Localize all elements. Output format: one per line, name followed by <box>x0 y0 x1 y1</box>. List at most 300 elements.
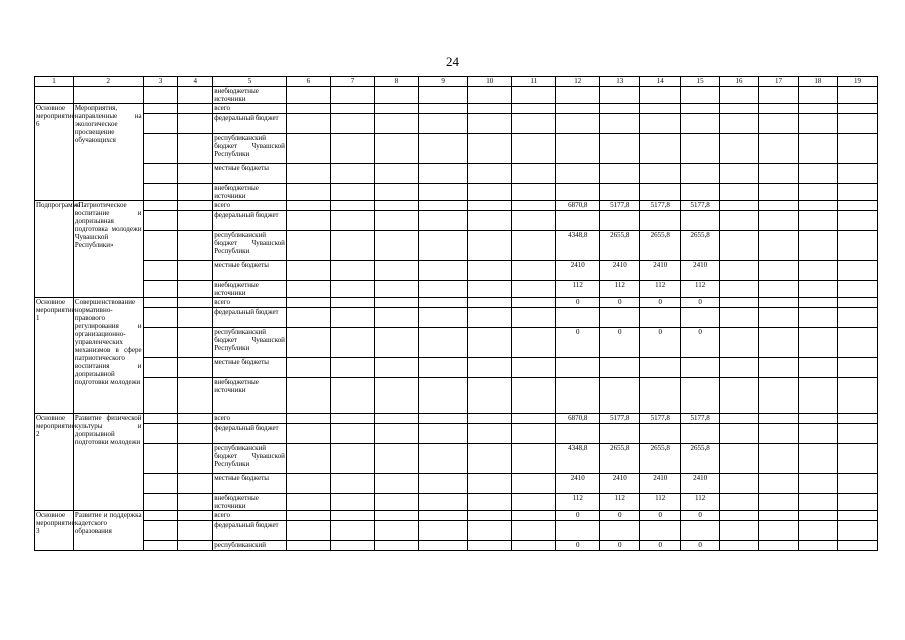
empty-cell <box>468 104 512 114</box>
empty-cell <box>837 114 877 134</box>
empty-cell <box>374 444 418 474</box>
empty-cell <box>837 444 877 474</box>
empty-cell <box>759 511 799 521</box>
empty-cell <box>798 328 837 358</box>
value-cell <box>556 184 600 201</box>
value-cell: 0 <box>681 328 720 358</box>
table-row <box>35 211 878 231</box>
group-name: Основное мероприятие 3 <box>35 511 74 551</box>
funding-source: всего <box>213 104 287 114</box>
value-cell <box>640 378 681 414</box>
empty-cell <box>330 308 374 328</box>
empty-cell <box>468 358 512 378</box>
empty-cell <box>837 231 877 261</box>
empty-cell <box>374 358 418 378</box>
empty-cell <box>419 378 468 414</box>
value-cell: 4348,8 <box>556 444 600 474</box>
empty-cell <box>468 541 512 551</box>
column-header: 8 <box>374 77 418 87</box>
funding-source: внебюджетные источники <box>213 184 287 201</box>
empty-cell <box>512 87 556 104</box>
empty-cell <box>178 134 213 164</box>
empty-cell <box>468 298 512 308</box>
empty-cell <box>798 104 837 114</box>
table-row <box>35 511 878 521</box>
empty-cell <box>512 474 556 494</box>
table-row <box>35 164 878 184</box>
empty-cell <box>286 541 330 551</box>
funding-source: местные бюджеты <box>213 474 287 494</box>
empty-cell <box>468 521 512 541</box>
table-row <box>35 541 878 551</box>
empty-cell <box>419 511 468 521</box>
empty-cell <box>512 281 556 298</box>
empty-cell <box>330 211 374 231</box>
value-cell <box>640 211 681 231</box>
value-cell: 2410 <box>681 261 720 281</box>
table-row <box>35 474 878 494</box>
table-row <box>35 328 878 358</box>
empty-cell <box>374 511 418 521</box>
empty-cell <box>720 104 759 114</box>
funding-source: республиканский бюджет Чувашской Республики <box>213 328 287 358</box>
empty-cell <box>798 164 837 184</box>
empty-cell <box>374 494 418 511</box>
value-cell: 6870,8 <box>556 201 600 211</box>
value-cell <box>640 87 681 104</box>
empty-cell <box>143 358 178 378</box>
value-cell <box>681 378 720 414</box>
empty-cell <box>286 281 330 298</box>
empty-cell <box>468 308 512 328</box>
value-cell <box>681 308 720 328</box>
value-cell: 5177,8 <box>681 414 720 424</box>
empty-cell <box>720 474 759 494</box>
column-header: 19 <box>837 77 877 87</box>
empty-cell <box>837 511 877 521</box>
value-cell <box>600 164 640 184</box>
empty-cell <box>759 134 799 164</box>
empty-cell <box>286 328 330 358</box>
empty-cell <box>798 444 837 474</box>
empty-cell <box>798 378 837 414</box>
empty-cell <box>178 298 213 308</box>
value-cell: 2410 <box>600 261 640 281</box>
empty-cell <box>759 211 799 231</box>
empty-cell <box>720 511 759 521</box>
empty-cell <box>512 494 556 511</box>
value-cell: 112 <box>681 494 720 511</box>
value-cell <box>681 134 720 164</box>
empty-cell <box>374 184 418 201</box>
empty-cell <box>798 281 837 298</box>
value-cell: 2410 <box>640 261 681 281</box>
empty-cell <box>419 184 468 201</box>
empty-cell <box>374 378 418 414</box>
empty-cell <box>330 494 374 511</box>
funding-source: местные бюджеты <box>213 164 287 184</box>
group-description: Мероприятия, направленные на экологическое просвещение обучающихся <box>73 104 143 201</box>
empty-cell <box>512 201 556 211</box>
value-cell: 5177,8 <box>640 414 681 424</box>
empty-cell <box>374 424 418 444</box>
empty-cell <box>419 444 468 474</box>
empty-cell <box>286 414 330 424</box>
empty-cell <box>143 281 178 298</box>
empty-cell <box>143 414 178 424</box>
empty-cell <box>759 298 799 308</box>
empty-cell <box>837 328 877 358</box>
empty-cell <box>419 494 468 511</box>
empty-cell <box>286 358 330 378</box>
empty-cell <box>798 231 837 261</box>
value-cell: 0 <box>556 298 600 308</box>
value-cell: 5177,8 <box>681 201 720 211</box>
empty-cell <box>143 87 178 104</box>
table-row <box>35 444 878 474</box>
empty-cell <box>837 424 877 444</box>
column-header: 11 <box>512 77 556 87</box>
empty-cell <box>178 541 213 551</box>
empty-cell <box>330 114 374 134</box>
empty-cell <box>512 114 556 134</box>
value-cell: 2655,8 <box>681 444 720 474</box>
empty-cell <box>798 308 837 328</box>
column-header: 6 <box>286 77 330 87</box>
empty-cell <box>330 184 374 201</box>
empty-cell <box>143 261 178 281</box>
table-row <box>35 134 878 164</box>
table-row <box>35 184 878 201</box>
empty-cell <box>512 378 556 414</box>
empty-cell <box>143 474 178 494</box>
value-cell: 0 <box>681 511 720 521</box>
empty-cell <box>143 134 178 164</box>
empty-cell <box>143 541 178 551</box>
empty-cell <box>468 114 512 134</box>
empty-cell <box>720 298 759 308</box>
empty-cell <box>720 414 759 424</box>
table-row <box>35 358 878 378</box>
column-header: 2 <box>73 77 143 87</box>
empty-cell <box>468 261 512 281</box>
empty-cell <box>720 134 759 164</box>
value-cell: 112 <box>556 281 600 298</box>
empty-cell <box>330 511 374 521</box>
empty-cell <box>759 378 799 414</box>
empty-cell <box>330 87 374 104</box>
empty-cell <box>419 104 468 114</box>
table-row <box>35 298 878 308</box>
value-cell: 0 <box>640 511 681 521</box>
empty-cell <box>178 414 213 424</box>
value-cell <box>556 164 600 184</box>
funding-source: всего <box>213 298 287 308</box>
value-cell <box>556 378 600 414</box>
column-header: 12 <box>556 77 600 87</box>
empty-cell <box>720 201 759 211</box>
column-header: 7 <box>330 77 374 87</box>
empty-cell <box>330 474 374 494</box>
value-cell: 2655,8 <box>600 231 640 261</box>
value-cell <box>640 104 681 114</box>
value-cell: 4348,8 <box>556 231 600 261</box>
empty-cell <box>419 521 468 541</box>
empty-cell <box>720 378 759 414</box>
value-cell: 5177,8 <box>600 201 640 211</box>
table-row <box>35 308 878 328</box>
empty-cell <box>512 414 556 424</box>
empty-cell <box>374 521 418 541</box>
empty-cell <box>286 378 330 414</box>
empty-cell <box>143 328 178 358</box>
budget-table <box>34 76 878 551</box>
funding-source: республиканский бюджет Чувашской Республики <box>213 231 287 261</box>
header-row <box>35 77 878 87</box>
empty-cell <box>419 541 468 551</box>
value-cell <box>600 184 640 201</box>
empty-cell <box>286 474 330 494</box>
funding-source: федеральный бюджет <box>213 114 287 134</box>
empty-cell <box>720 521 759 541</box>
empty-cell <box>286 424 330 444</box>
funding-source: всего <box>213 201 287 211</box>
empty-cell <box>759 494 799 511</box>
empty-cell <box>374 414 418 424</box>
empty-cell <box>798 541 837 551</box>
empty-cell <box>178 281 213 298</box>
value-cell <box>640 358 681 378</box>
value-cell <box>640 521 681 541</box>
value-cell: 2655,8 <box>640 231 681 261</box>
group-name <box>35 87 74 104</box>
empty-cell <box>286 444 330 474</box>
empty-cell <box>286 134 330 164</box>
empty-cell <box>374 261 418 281</box>
empty-cell <box>837 494 877 511</box>
value-cell <box>640 184 681 201</box>
empty-cell <box>720 164 759 184</box>
empty-cell <box>419 328 468 358</box>
value-cell: 2655,8 <box>681 231 720 261</box>
empty-cell <box>837 281 877 298</box>
empty-cell <box>720 184 759 201</box>
value-cell <box>681 521 720 541</box>
empty-cell <box>720 424 759 444</box>
empty-cell <box>720 328 759 358</box>
group-description: Развитие и поддержка кадетского образования <box>73 511 143 551</box>
value-cell <box>600 211 640 231</box>
empty-cell <box>143 211 178 231</box>
empty-cell <box>419 308 468 328</box>
empty-cell <box>759 184 799 201</box>
empty-cell <box>286 201 330 211</box>
empty-cell <box>178 494 213 511</box>
empty-cell <box>374 298 418 308</box>
empty-cell <box>720 494 759 511</box>
empty-cell <box>330 231 374 261</box>
group-name: Основное мероприятие 6 <box>35 104 74 201</box>
empty-cell <box>468 184 512 201</box>
empty-cell <box>837 474 877 494</box>
value-cell: 0 <box>600 298 640 308</box>
empty-cell <box>178 521 213 541</box>
empty-cell <box>837 541 877 551</box>
empty-cell <box>419 134 468 164</box>
empty-cell <box>759 414 799 424</box>
value-cell <box>600 114 640 134</box>
value-cell: 0 <box>640 328 681 358</box>
empty-cell <box>178 87 213 104</box>
empty-cell <box>798 201 837 211</box>
empty-cell <box>178 444 213 474</box>
page-number: 24 <box>446 54 459 69</box>
funding-source: федеральный бюджет <box>213 521 287 541</box>
empty-cell <box>720 358 759 378</box>
value-cell <box>681 211 720 231</box>
empty-cell <box>178 511 213 521</box>
table-row <box>35 104 878 114</box>
empty-cell <box>512 104 556 114</box>
column-header: 10 <box>468 77 512 87</box>
empty-cell <box>468 134 512 164</box>
empty-cell <box>419 201 468 211</box>
empty-cell <box>286 184 330 201</box>
value-cell: 0 <box>681 298 720 308</box>
empty-cell <box>178 184 213 201</box>
empty-cell <box>837 358 877 378</box>
empty-cell <box>759 541 799 551</box>
empty-cell <box>837 184 877 201</box>
column-header: 4 <box>178 77 213 87</box>
empty-cell <box>374 87 418 104</box>
value-cell: 2410 <box>556 474 600 494</box>
empty-cell <box>178 201 213 211</box>
value-cell <box>681 424 720 444</box>
empty-cell <box>512 184 556 201</box>
empty-cell <box>720 87 759 104</box>
value-cell <box>640 424 681 444</box>
value-cell <box>681 114 720 134</box>
empty-cell <box>798 474 837 494</box>
empty-cell <box>512 211 556 231</box>
empty-cell <box>759 521 799 541</box>
empty-cell <box>468 328 512 358</box>
empty-cell <box>759 328 799 358</box>
empty-cell <box>330 298 374 308</box>
empty-cell <box>286 308 330 328</box>
empty-cell <box>286 298 330 308</box>
empty-cell <box>178 328 213 358</box>
value-cell <box>600 308 640 328</box>
empty-cell <box>720 308 759 328</box>
empty-cell <box>759 281 799 298</box>
empty-cell <box>330 261 374 281</box>
empty-cell <box>468 164 512 184</box>
empty-cell <box>286 231 330 261</box>
empty-cell <box>720 114 759 134</box>
empty-cell <box>798 521 837 541</box>
empty-cell <box>720 231 759 261</box>
value-cell <box>556 211 600 231</box>
empty-cell <box>798 358 837 378</box>
empty-cell <box>178 164 213 184</box>
empty-cell <box>178 261 213 281</box>
empty-cell <box>419 414 468 424</box>
empty-cell <box>798 298 837 308</box>
value-cell <box>556 104 600 114</box>
value-cell <box>600 358 640 378</box>
empty-cell <box>759 87 799 104</box>
empty-cell <box>330 281 374 298</box>
value-cell: 2655,8 <box>600 444 640 474</box>
column-header: 9 <box>419 77 468 87</box>
value-cell <box>556 87 600 104</box>
empty-cell <box>512 424 556 444</box>
empty-cell <box>143 511 178 521</box>
empty-cell <box>759 261 799 281</box>
value-cell: 2410 <box>640 474 681 494</box>
empty-cell <box>759 424 799 444</box>
value-cell <box>681 184 720 201</box>
empty-cell <box>837 298 877 308</box>
group-description: «Патриотическое воспитание и допризывная подготовка молодежи Чувашской Республики» <box>73 201 143 298</box>
empty-cell <box>178 358 213 378</box>
value-cell: 2410 <box>600 474 640 494</box>
empty-cell <box>468 494 512 511</box>
empty-cell <box>798 87 837 104</box>
table-row <box>35 378 878 414</box>
table-body <box>35 77 878 551</box>
empty-cell <box>759 201 799 211</box>
empty-cell <box>468 474 512 494</box>
empty-cell <box>419 298 468 308</box>
empty-cell <box>512 521 556 541</box>
table-row <box>35 521 878 541</box>
empty-cell <box>178 211 213 231</box>
empty-cell <box>468 511 512 521</box>
empty-cell <box>419 211 468 231</box>
column-header: 5 <box>213 77 287 87</box>
empty-cell <box>330 541 374 551</box>
empty-cell <box>419 281 468 298</box>
table-row <box>35 424 878 444</box>
empty-cell <box>143 298 178 308</box>
empty-cell <box>419 164 468 184</box>
empty-cell <box>143 164 178 184</box>
funding-source: федеральный бюджет <box>213 308 287 328</box>
empty-cell <box>286 87 330 104</box>
empty-cell <box>374 114 418 134</box>
empty-cell <box>286 211 330 231</box>
empty-cell <box>374 134 418 164</box>
empty-cell <box>798 211 837 231</box>
empty-cell <box>798 134 837 164</box>
value-cell: 5177,8 <box>600 414 640 424</box>
empty-cell <box>286 104 330 114</box>
column-header: 3 <box>143 77 178 87</box>
empty-cell <box>759 474 799 494</box>
empty-cell <box>512 261 556 281</box>
value-cell <box>640 308 681 328</box>
empty-cell <box>798 184 837 201</box>
empty-cell <box>143 231 178 261</box>
group-name: Подпрограмма <box>35 201 74 298</box>
value-cell: 112 <box>681 281 720 298</box>
empty-cell <box>837 164 877 184</box>
empty-cell <box>512 328 556 358</box>
value-cell: 0 <box>640 298 681 308</box>
